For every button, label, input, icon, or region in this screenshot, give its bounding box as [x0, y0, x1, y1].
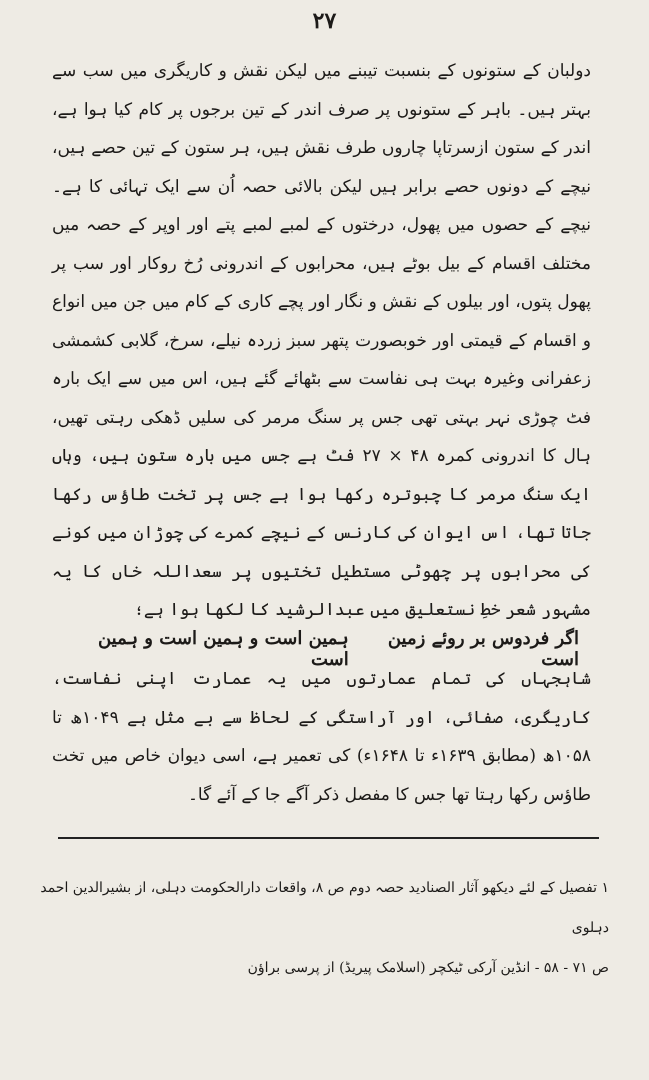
page-number: ۲۷ [312, 8, 337, 34]
paragraph: شاہجہاں کی تمام عمارتوں میں یہ عمارت اپنی نفاست، کاریگری، صفائی، اور آراستگی کے لحاظ سے بے مثل ہے ۱۰۴۹ھ تا ۱۰۵۸ھ (مطابق ۱۶۳۹ء تا ۱۶۴۸ء) کی تعمیر ہے، اسی دیوان خاص میں تخت طاؤس رکھا رہتا تھا جس کا مفصل ذکر آگے جا کے آئے گا۔ [52, 669, 592, 805]
paragraph: دولبان کے ستونوں کے بنسبت تیبنے میں لیکن نقش و کاریگری میں سب سے بہتر ہیں۔ باہر کے ستونوں پر صرف اندر کے تین برجوں پر کام کیا ہوا ہے، اندر کے ستون ازسرتاپا چاروں طرف نقش ہیں، ہر ستون کے تین حصے ہیں، نیچے کے دونوں حصے برابر ہیں لیکن بالائی حصہ اُن سے ایک تہائی کا ہے۔ نیچے کے حصوں میں پھول، درختوں کے لمبے لمبے پتے اور اوپر کے حصہ میں مختلف اقسام کے بیل بوٹے ہیں، محرابوں کے اندرونی رُخ روکار اور سب پر پھول پتوں، اور بیلوں کے نقش و نگار اور پچے کاری کے کام میں جن میں انواع و اقسام کے قیمتی اور خوبصورت پتھر سبز زردہ نیلے، سرخ، گلابی کشمشی زعفرانی وغیرہ بہت ہی نفاست سے بٹھائے گئے ہیں، اس میں سے ایک بارہ فٹ چوڑی نہر بہتی تھی جس پر سنگ مرمر کی سلیں ڈھکی رہتی تھیں، ہال کا اندرونی کمرہ ۴۸ × ۲۷ فٹ ہے جس میں بارہ ستون ہیں، وہاں ایک سنگ مرمر کا چبوترہ رکھا ہوا ہے جس پر تخت طاؤس رکھا جاتا تھا، اس ایوان کی کارنس کے نیچے کمرے کی چوڑان میں کونے کی محرابوں پر چھوٹی مستطیل تختیوں پر سعداللہ خاں کا یہ مشہور شعر خطِ نستعلیق میں عبدالرشید کا لکھا ہوا ہے؛ [52, 61, 592, 620]
footnotes [40, 868, 609, 988]
verse-first-hemistich: اگر فردوس بر روئے زمین است [387, 628, 579, 670]
main-text-block [52, 52, 591, 630]
closing-text-block [52, 660, 591, 814]
verse-second-hemistich: ہمین است و ہمین است و ہمین است [97, 628, 349, 670]
footnote: ص ۷۱ - ۵۸ - انڈین آرکی ٹیکچر (اسلامک پیریڈ) از پرسی براؤن [247, 960, 609, 976]
footnote-divider [58, 837, 599, 839]
footnote: ۱ تفصیل کے لئے دیکھو آثار الصنادید حصہ دوم ص ۸، واقعات دارالحکومت دہلی، از بشیرالدین احمد دہلوی [40, 880, 609, 936]
